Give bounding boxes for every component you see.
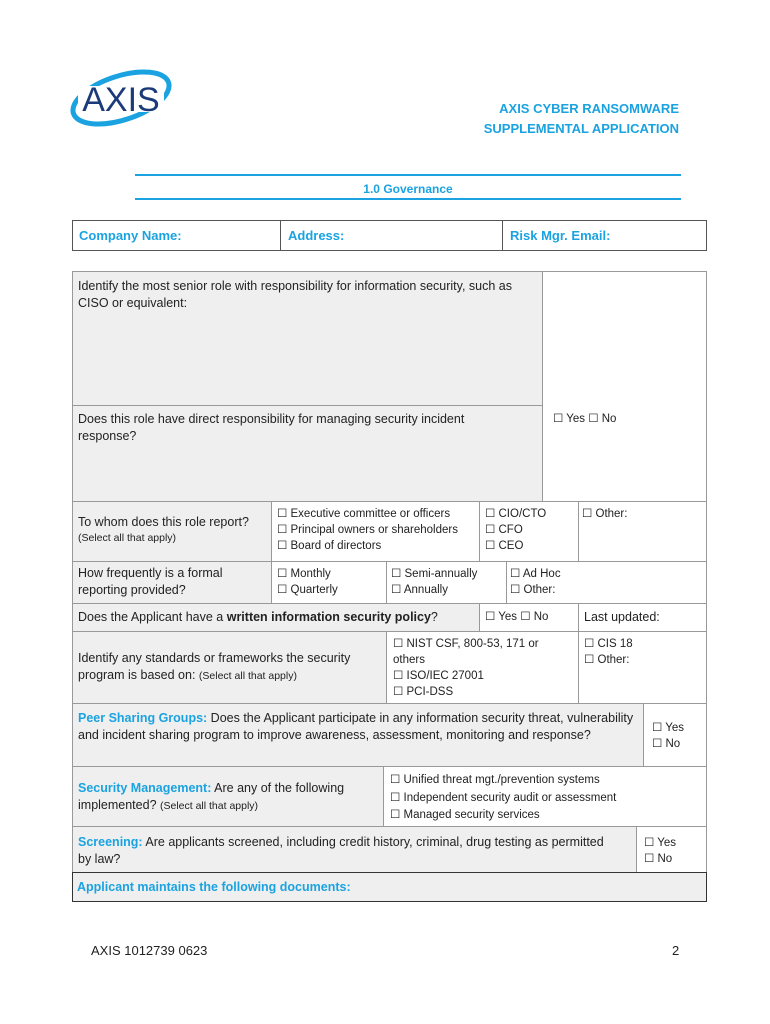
q5-options[interactable]: ☐ Yes ☐ No [485, 611, 549, 623]
q4-col2[interactable] [391, 566, 477, 598]
q4-opt-annual[interactable]: ☐ Annually [391, 584, 448, 596]
q3-col1[interactable] [277, 506, 458, 554]
title-line2: SUPPLEMENTAL APPLICATION [483, 121, 679, 136]
q4-col3[interactable] [510, 566, 561, 598]
q6-opt-cis[interactable]: ☐ CIS 18 [584, 638, 633, 650]
q7-options[interactable] [652, 720, 684, 752]
footer-code: AXIS 1012739 0623 [91, 943, 208, 958]
page-number: 2 [672, 943, 680, 958]
q6-text: Identify any standards or frameworks the security program is based on: [78, 651, 351, 682]
q8-div [383, 767, 384, 826]
q3-div-3 [578, 502, 579, 561]
q6-opt-nist-cont: others [393, 654, 425, 666]
q8-note: (Select all that apply) [160, 800, 259, 812]
q6-col1[interactable] [393, 636, 539, 700]
company-name-field[interactable]: Company Name: [79, 228, 182, 243]
q7-text: Does the Applicant participate in any information security threat, vulnerability and incident sharing program to improve awareness, assessment, monitoring and response? [78, 711, 634, 742]
q6-col2[interactable] [584, 636, 633, 668]
q3-opt-cio[interactable]: ☐ CIO/CTO [485, 508, 547, 520]
q5-prefix: Does the Applicant have a [78, 610, 227, 624]
q5-last-updated[interactable]: Last updated: [584, 610, 660, 624]
q4-div-2 [386, 562, 387, 603]
q9-options[interactable] [644, 835, 676, 867]
section-top-rule [135, 174, 681, 176]
q3-opt-ceo[interactable]: ☐ CEO [485, 540, 524, 552]
q3-opt-board[interactable]: ☐ Board of directors [277, 540, 382, 552]
q5-div-1 [479, 604, 480, 631]
q3-col3[interactable] [582, 506, 627, 522]
q8-text-wrap [78, 780, 378, 814]
q3-opt-exec[interactable]: ☐ Executive committee or officers [277, 508, 451, 520]
q7-opt-yes[interactable]: ☐ Yes [652, 722, 685, 734]
q10-label: Applicant maintains the following documents: [77, 880, 351, 894]
q9-text-wrap [78, 834, 618, 868]
logo-text: AXIS [82, 81, 160, 119]
q9-div [636, 827, 637, 872]
q3-opt-owners[interactable]: ☐ Principal owners or shareholders [277, 524, 458, 536]
q3-div-1 [271, 502, 272, 603]
address-field[interactable]: Address: [288, 228, 345, 243]
q3-opt-other[interactable]: ☐ Other: [582, 508, 628, 520]
q5-suffix: ? [430, 610, 438, 624]
section-title: 1.0 Governance [363, 182, 453, 196]
q6-note: (Select all that apply) [198, 670, 297, 682]
q1-divider [542, 272, 543, 501]
q9-label: Screening: [78, 835, 143, 849]
q4-opt-adhoc[interactable]: ☐ Ad Hoc [510, 568, 561, 580]
company-divider-2 [502, 220, 503, 251]
q8-opt-mss[interactable]: ☐ Managed security services [390, 809, 540, 821]
q3-text: To whom does this role report? [78, 515, 249, 529]
q4-opt-semiannual[interactable]: ☐ Semi-annually [391, 568, 478, 580]
q4-text: How frequently is a formal reporting provided? [78, 566, 223, 597]
q8-options[interactable] [390, 772, 616, 825]
q5-bold: written information security policy [226, 610, 431, 624]
q6-opt-nist[interactable]: ☐ NIST CSF, 800-53, 171 or [393, 638, 539, 650]
q6-opt-iso[interactable]: ☐ ISO/IEC 27001 [393, 670, 484, 682]
q3-div-2 [479, 502, 480, 561]
q8-opt-utm[interactable]: ☐ Unified threat mgt./prevention systems [390, 774, 600, 786]
title-line1: AXIS CYBER RANSOMWARE [499, 101, 679, 116]
q1-text: Identify the most senior role with responsibility for information security, such as CISO or equivalent: [78, 279, 512, 310]
q8-opt-audit[interactable]: ☐ Independent security audit or assessment [390, 791, 617, 804]
q5-div-2 [578, 604, 579, 631]
company-divider-1 [280, 220, 281, 251]
q3-opt-cfo[interactable]: ☐ CFO [485, 524, 523, 536]
q3-col2[interactable] [485, 506, 546, 554]
q6-text-wrap [78, 650, 378, 684]
header-title [484, 99, 679, 139]
q9-text: Are applicants screened, including credit history, criminal, drug testing as permitted by law? [78, 835, 604, 866]
q3-note: (Select all that apply) [78, 532, 177, 544]
q2-options[interactable]: ☐ Yes ☐ No [553, 413, 617, 425]
q4-opt-monthly[interactable]: ☐ Monthly [277, 568, 331, 580]
q4-opt-other[interactable]: ☐ Other: [510, 584, 556, 596]
risk-mgr-email-field[interactable]: Risk Mgr. Email: [510, 228, 611, 243]
q9-opt-no[interactable]: ☐ No [644, 853, 673, 865]
q6-opt-other[interactable]: ☐ Other: [584, 654, 630, 666]
q4-opt-quarterly[interactable]: ☐ Quarterly [277, 584, 338, 596]
q8-label: Security Management: [78, 781, 212, 795]
q7-div [643, 704, 644, 766]
q4-div-3 [506, 562, 507, 603]
q8-text: Are any of the following implemented? [78, 781, 345, 812]
q7-text-wrap [78, 710, 638, 744]
q5-text [78, 609, 438, 626]
q7-label: Peer Sharing Groups: [78, 711, 208, 725]
section-bottom-rule [135, 198, 681, 200]
q2-text: Does this role have direct responsibility for managing security incident response? [78, 412, 465, 443]
q6-opt-pci[interactable]: ☐ PCI-DSS [393, 686, 454, 698]
q4-col1[interactable] [277, 566, 338, 598]
q6-div-2 [578, 632, 579, 703]
axis-logo [66, 60, 176, 135]
q6-div-1 [386, 632, 387, 703]
q9-opt-yes[interactable]: ☐ Yes [644, 837, 677, 849]
q7-opt-no[interactable]: ☐ No [652, 738, 681, 750]
